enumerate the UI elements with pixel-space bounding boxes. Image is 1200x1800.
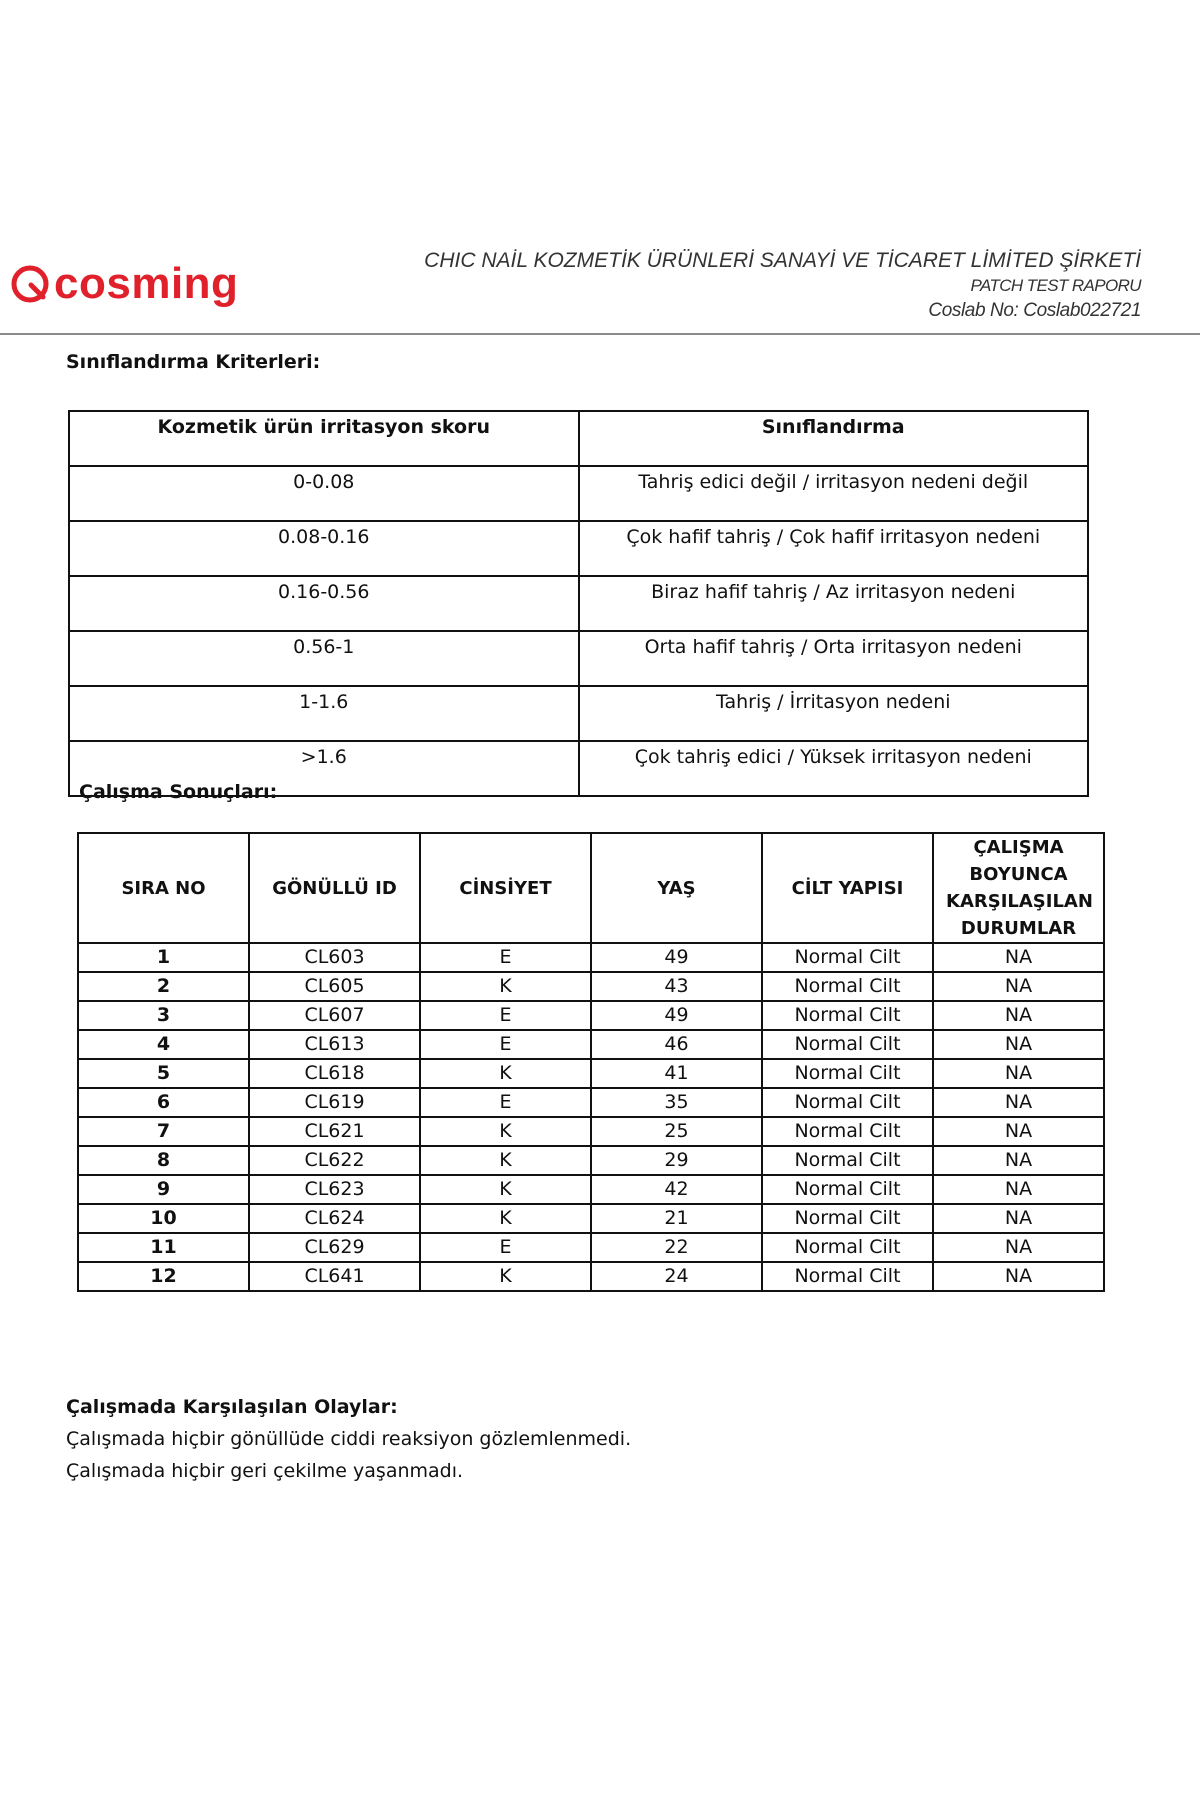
cell-sira-no: 12 [78,1262,249,1291]
header-skin-type: CİLT YAPISI [762,833,933,943]
table-row [78,943,1104,972]
cell-volunteer-id: CL607 [249,1001,420,1030]
cell-volunteer-id: CL603 [249,943,420,972]
cell-skin-type: Normal Cilt [762,1117,933,1146]
cell-gender: E [420,1088,591,1117]
cell-volunteer-id: CL605 [249,972,420,1001]
cell-age: 22 [591,1233,762,1262]
cell-age: 29 [591,1146,762,1175]
criteria-score: 0-0.08 [69,466,579,521]
cell-age: 35 [591,1088,762,1117]
cell-gender: K [420,1146,591,1175]
cell-gender: K [420,1117,591,1146]
header-gender: CİNSİYET [420,833,591,943]
cell-sira-no: 6 [78,1088,249,1117]
cell-gender: E [420,1233,591,1262]
cell-volunteer-id: CL618 [249,1059,420,1088]
cell-condition: NA [933,1088,1104,1117]
cell-condition: NA [933,1233,1104,1262]
cell-age: 24 [591,1262,762,1291]
cell-sira-no: 10 [78,1204,249,1233]
cell-sira-no: 5 [78,1059,249,1088]
header-age: YAŞ [591,833,762,943]
company-name: CHIC NAİL KOZMETİK ÜRÜNLERİ SANAYİ VE TİCARET LİMİTED ŞİRKETİ [424,249,1141,272]
cell-skin-type: Normal Cilt [762,1059,933,1088]
cell-age: 49 [591,1001,762,1030]
table-row [78,1001,1104,1030]
cell-skin-type: Normal Cilt [762,1262,933,1291]
table-row [78,1030,1104,1059]
cell-gender: K [420,1204,591,1233]
cell-sira-no: 2 [78,972,249,1001]
table-row [78,1233,1104,1262]
events-line-2: Çalışmada hiçbir geri çekilme yaşanmadı. [66,1460,464,1482]
criteria-class: Orta hafif tahriş / Orta irritasyon nedeni [579,631,1089,686]
cell-volunteer-id: CL641 [249,1262,420,1291]
criteria-table [68,410,1089,797]
cell-condition: NA [933,1030,1104,1059]
cell-skin-type: Normal Cilt [762,1233,933,1262]
criteria-header-class: Sınıflandırma [579,411,1089,466]
company-logo [10,259,239,308]
criteria-class: Çok tahriş edici / Yüksek irritasyon nedeni [579,741,1089,796]
cell-skin-type: Normal Cilt [762,1175,933,1204]
cell-volunteer-id: CL613 [249,1030,420,1059]
cell-gender: E [420,1001,591,1030]
header-conditions: ÇALIŞMA BOYUNCA KARŞILAŞILAN DURUMLAR [933,833,1104,943]
cell-skin-type: Normal Cilt [762,1030,933,1059]
table-row [78,1262,1104,1291]
criteria-score: 1-1.6 [69,686,579,741]
cell-volunteer-id: CL619 [249,1088,420,1117]
cell-volunteer-id: CL622 [249,1146,420,1175]
coslab-number: Coslab No: Coslab022721 [928,300,1141,321]
cell-age: 41 [591,1059,762,1088]
cell-gender: K [420,1175,591,1204]
cell-volunteer-id: CL623 [249,1175,420,1204]
events-line-1: Çalışmada hiçbir gönüllüde ciddi reaksiyon gözlemlenmedi. [66,1428,632,1450]
cell-skin-type: Normal Cilt [762,1001,933,1030]
cell-sira-no: 3 [78,1001,249,1030]
criteria-score: 0.56-1 [69,631,579,686]
table-row [78,1117,1104,1146]
table-row [78,1146,1104,1175]
events-title: Çalışmada Karşılaşılan Olaylar: [66,1396,398,1418]
results-table [77,832,1105,1292]
criteria-class: Çok hafif tahriş / Çok hafif irritasyon nedeni [579,521,1089,576]
cell-skin-type: Normal Cilt [762,943,933,972]
cell-age: 49 [591,943,762,972]
cell-age: 43 [591,972,762,1001]
cell-condition: NA [933,1001,1104,1030]
cell-age: 42 [591,1175,762,1204]
results-body [78,943,1104,1291]
results-title: Çalışma Sonuçları: [79,781,278,803]
cell-sira-no: 8 [78,1146,249,1175]
cell-sira-no: 1 [78,943,249,972]
header-sira-no: SIRA NO [78,833,249,943]
criteria-row [69,521,1088,576]
cell-skin-type: Normal Cilt [762,1204,933,1233]
header-divider [0,333,1200,335]
cell-age: 25 [591,1117,762,1146]
cell-volunteer-id: CL629 [249,1233,420,1262]
cell-sira-no: 11 [78,1233,249,1262]
cell-age: 46 [591,1030,762,1059]
criteria-header-row [69,411,1088,466]
criteria-row [69,466,1088,521]
criteria-score: 0.16-0.56 [69,576,579,631]
criteria-class: Tahriş edici değil / irritasyon nedeni değil [579,466,1089,521]
cell-condition: NA [933,1262,1104,1291]
cell-volunteer-id: CL621 [249,1117,420,1146]
table-row [78,1204,1104,1233]
cell-gender: K [420,1059,591,1088]
table-row [78,1059,1104,1088]
cosming-logo-icon [10,264,50,304]
criteria-score: 0.08-0.16 [69,521,579,576]
cell-condition: NA [933,1175,1104,1204]
cell-sira-no: 9 [78,1175,249,1204]
cell-age: 21 [591,1204,762,1233]
cell-condition: NA [933,972,1104,1001]
cell-volunteer-id: CL624 [249,1204,420,1233]
logo-text: cosming [54,259,239,308]
cell-condition: NA [933,1146,1104,1175]
cell-gender: E [420,1030,591,1059]
cell-condition: NA [933,1204,1104,1233]
results-header-row [78,833,1104,943]
cell-gender: E [420,943,591,972]
table-row [78,972,1104,1001]
table-row [78,1175,1104,1204]
criteria-title: Sınıflandırma Kriterleri: [66,351,321,373]
criteria-row [69,631,1088,686]
criteria-row [69,576,1088,631]
criteria-class: Tahriş / İrritasyon nedeni [579,686,1089,741]
cell-skin-type: Normal Cilt [762,1088,933,1117]
cell-gender: K [420,1262,591,1291]
cell-condition: NA [933,1059,1104,1088]
criteria-score: >1.6 [69,741,579,796]
criteria-row [69,686,1088,741]
table-row [78,1088,1104,1117]
cell-condition: NA [933,943,1104,972]
cell-sira-no: 4 [78,1030,249,1059]
criteria-header-score: Kozmetik ürün irritasyon skoru [69,411,579,466]
cell-gender: K [420,972,591,1001]
cell-skin-type: Normal Cilt [762,1146,933,1175]
report-header [424,248,1141,323]
criteria-class: Biraz hafif tahriş / Az irritasyon nedeni [579,576,1089,631]
report-type: PATCH TEST RAPORU [970,276,1141,295]
cell-skin-type: Normal Cilt [762,972,933,1001]
cell-condition: NA [933,1117,1104,1146]
header-volunteer-id: GÖNÜLLÜ ID [249,833,420,943]
cell-sira-no: 7 [78,1117,249,1146]
